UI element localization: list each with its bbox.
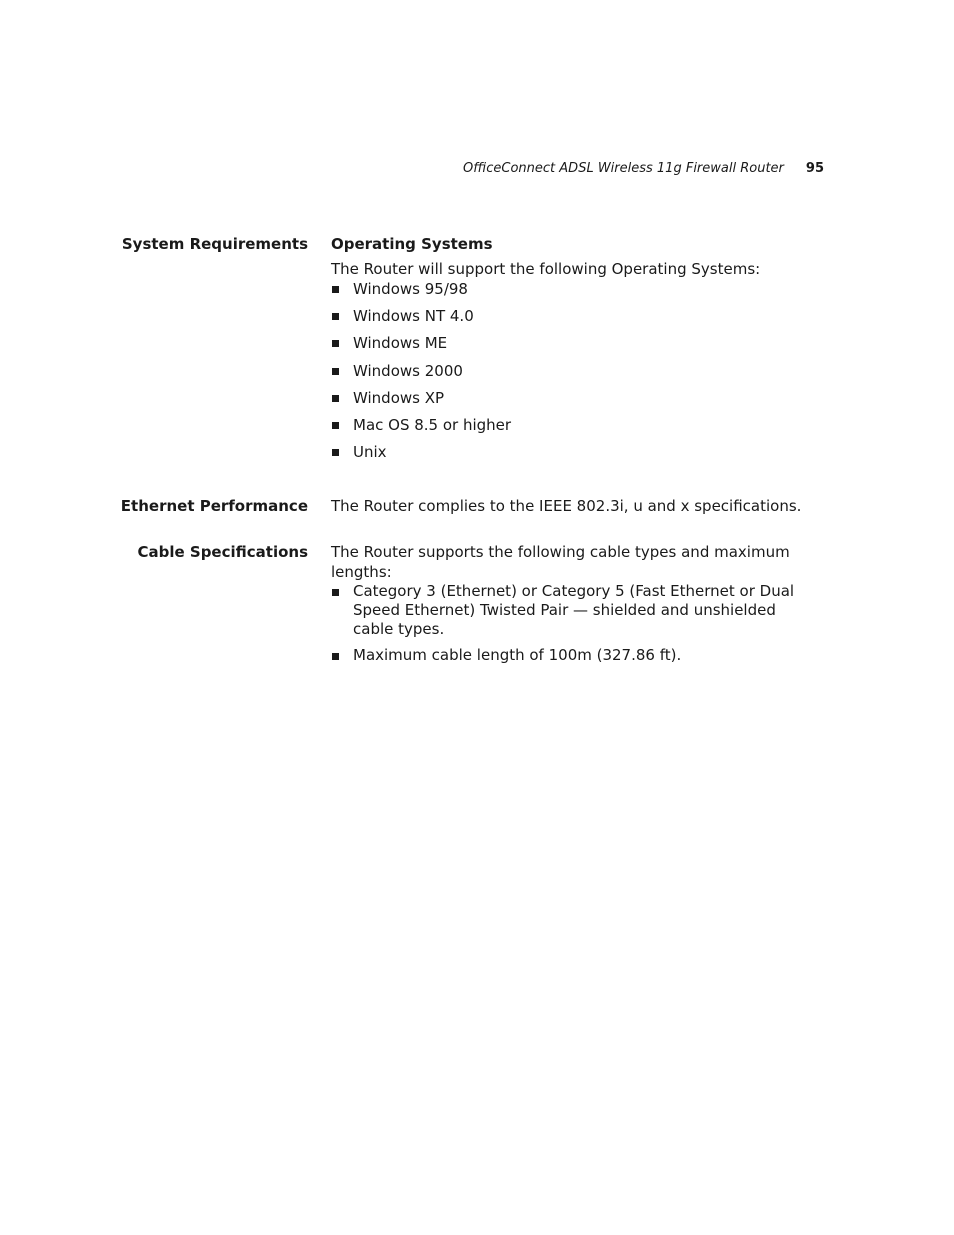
operating-systems-intro: The Router will support the following Operating Systems:: [331, 260, 761, 278]
list-item: [331, 415, 831, 435]
square-bullet-icon: [332, 422, 339, 429]
list-item-text: Windows 95/98: [353, 280, 468, 298]
square-bullet-icon: [332, 286, 339, 293]
square-bullet-icon: [332, 589, 339, 596]
square-bullet-icon: [332, 395, 339, 402]
document-title: OfficeConnect ADSL Wireless 11g Firewall Router: [463, 161, 784, 176]
square-bullet-icon: [332, 313, 339, 320]
running-header: [463, 160, 824, 178]
page-number: 95: [805, 161, 824, 176]
cable-specifications-heading: Cable Specifications: [137, 543, 308, 561]
list-item-text: Windows XP: [353, 388, 445, 407]
list-item: [331, 442, 831, 462]
cable-types-list: [331, 582, 831, 665]
ethernet-performance-body: [331, 496, 831, 516]
list-item: [331, 388, 831, 408]
list-item-text: Maximum cable length of 100m (327.86 ft).: [353, 646, 682, 664]
square-bullet-icon: [332, 340, 339, 347]
list-item: [331, 333, 831, 353]
ethernet-performance-heading: Ethernet Performance: [120, 497, 308, 515]
list-item: [331, 279, 831, 299]
system-requirements-heading: System Requirements: [121, 235, 308, 253]
list-item: [331, 361, 831, 381]
list-item: [331, 582, 813, 639]
list-item-text: Unix: [353, 443, 387, 462]
list-item-text: Mac OS 8.5 or higher: [353, 415, 512, 434]
cable-specifications-intro: The Router supports the following cable types and maximum lengths:: [331, 543, 790, 581]
square-bullet-icon: [332, 449, 339, 456]
cable-specifications-body: [331, 542, 831, 672]
list-item-text: Windows 2000: [353, 361, 463, 380]
list-item: [331, 646, 831, 665]
operating-systems-heading: Operating Systems: [331, 235, 493, 253]
square-bullet-icon: [332, 653, 339, 660]
list-item-text: Windows ME: [353, 334, 448, 353]
list-item-text: Windows NT 4.0: [353, 307, 474, 326]
list-item-text: Category 3 (Ethernet) or Category 5 (Fast Ethernet or Dual Speed Ethernet) Twisted Pair — shielded and unshielded cable types.: [353, 582, 795, 638]
ethernet-performance-text: The Router complies to the IEEE 802.3i, u and x specifications.: [331, 497, 802, 515]
operating-systems-list: [331, 279, 831, 462]
list-item: [331, 306, 831, 326]
system-requirements-body: [331, 234, 831, 469]
square-bullet-icon: [332, 368, 339, 375]
